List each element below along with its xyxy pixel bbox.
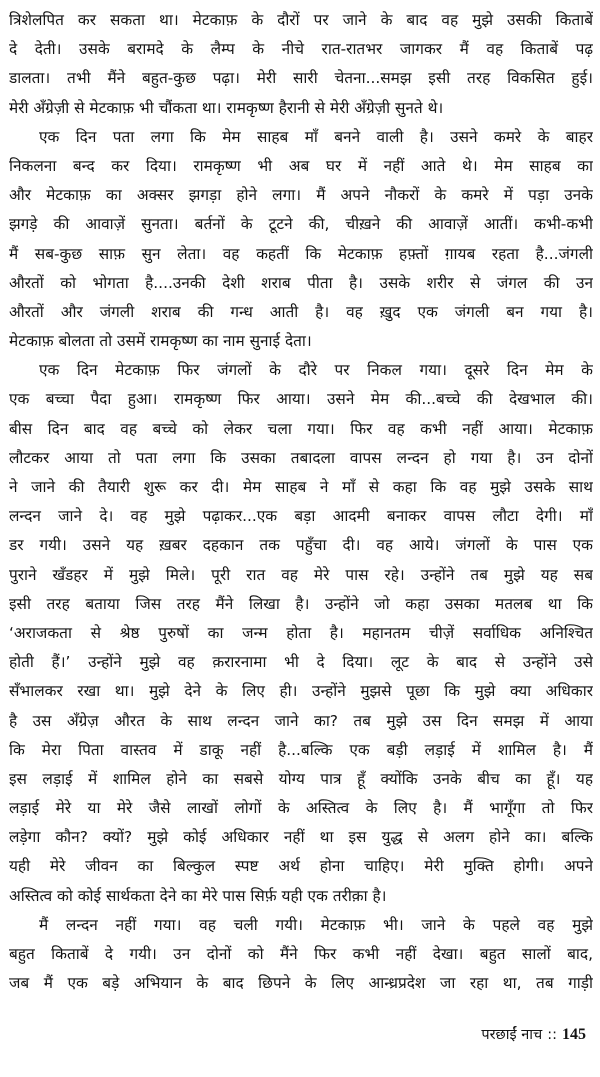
text-line: एक दिन मेटकाफ़ फिर जंगलों के दौरे पर निकल गया। दूसरे दिन मेम के: [39, 361, 593, 380]
text-line: निकलना बन्द कर दिया। रामकृष्ण भी अब घर में नहीं आते थे। मेम साहब का: [9, 156, 593, 175]
body-text: [9, 6, 593, 998]
text-line: मेरी अँग्रेज़ी से मेटकाफ़ भी चौंकता था। रामकृष्ण हैरानी से मेरी अँग्रेज़ी सुनते थे।: [9, 98, 444, 117]
text-line: औरतों और जंगली शराब की गन्ध आती है। वह ख़ुद एक जंगली बन गया है।: [9, 302, 593, 321]
text-line: औरतों को भोगता है....उनकी देशी शराब पीता है। उसके शरीर से जंगल की उन: [9, 273, 593, 292]
text-line: पुराने खँडहर में मुझे मिले। पूरी रात वह मेरे पास रहे। उन्होंने तब मुझे यह सब: [9, 565, 593, 584]
text-line: इस लड़ाई में शामिल होने का सबसे योग्य पात्र हूँ क्योंकि उनके बीच का हूँ। यह: [9, 769, 593, 788]
text-line: ‘अराजकता से श्रेष्ठ पुरुषों का जन्म होता है। महानतम चीज़ें सर्वाधिक अनिश्चित: [9, 623, 593, 642]
text-line: मैं लन्दन नहीं गया। वह चली गयी। मेटकाफ़ भी। जाने के पहले वह मुझे: [39, 915, 593, 934]
running-title: परछाईं नाच: [481, 1027, 543, 1043]
text-line: लड़ाई मेरे या मेरे जैसे लाखों लोगों के अस्तित्व के लिए है। मैं भागूँगा तो फिर: [9, 799, 593, 818]
text-line: सँभालकर रखा था। मुझे देने के लिए ही। उन्होंने मुझसे पूछा कि मुझे क्या अधिकार: [9, 682, 593, 701]
text-line: इसी तरह बताया जिस तरह मैंने लिखा है। उन्होंने जो कहा उसका मतलब था कि: [9, 594, 593, 613]
text-line: लन्दन जाने दे। वह मुझे पढ़ाकर...एक बड़ा आदमी बनाकर वापस लौटा देगी। माँ: [9, 507, 593, 526]
text-line: डर गयी। उसने यह ख़बर दहकान तक पहुँचा दी। वह आये। जंगलों के पास एक: [9, 536, 593, 555]
text-line: कि मेरा पिता वास्तव में डाकू नहीं है...बल्कि एक बड़ी लड़ाई में शामिल है। मैं: [9, 740, 593, 759]
text-line: दे देती। उसके बरामदे के लैम्प के नीचे रात-रातभर जागकर मैं वह किताबें पढ़: [9, 40, 593, 59]
text-line: जब मैं एक बड़े अभियान के बाद छिपने के लिए आन्ध्रप्रदेश जा रहा था, तब गाड़ी: [9, 974, 593, 993]
paragraph-3: [9, 356, 593, 911]
footer-separator: ::: [547, 1027, 557, 1043]
text-line: मैं सब-कुछ साफ़ सुन लेता। वह कहतीं कि मेटकाफ़ हफ़्तों ग़ायब रहता है...जंगली: [9, 244, 593, 263]
paragraph-4: [9, 911, 593, 999]
text-line: बीस दिन बाद वह बच्चे को लेकर चला गया। फिर वह कभी नहीं आया। मेटकाफ़: [9, 419, 593, 438]
text-line: झगड़े की आवाज़ें सुनता। बर्तनों के टूटने की, चीख़ने की आवाज़ें आतीं। कभी-कभी: [9, 215, 593, 234]
paragraph-1: [9, 6, 593, 123]
text-line: और मेटकाफ़ का अक्सर झगड़ा होने लगा। मैं अपने नौकरों के कमरे में पड़ा उनके: [9, 186, 593, 205]
text-line: होती हैं।’ उन्होंने मुझे वह क़रारनामा भी दे दिया। लूट के बाद से उन्होंने उसे: [9, 653, 593, 672]
text-line: है उस अँग्रेज़ औरत के साथ लन्दन जाने का? तब मुझे उस दिन समझ में आया: [9, 711, 593, 730]
text-line: अस्तित्व को कोई सार्थकता देने का मेरे पास सिर्फ़ यही एक तरीक़ा है।: [9, 886, 387, 905]
text-line: त्रिशेलपित कर सकता था। मेटकाफ़ के दौरों पर जाने के बाद वह मुझे उसकी किताबें: [9, 11, 593, 29]
text-line: एक दिन पता लगा कि मेम साहब माँ बनने वाली है। उसने कमरे के बाहर: [39, 127, 593, 146]
text-line: एक बच्चा पैदा हुआ। रामकृष्ण फिर आया। उसने मेम की...बच्चे की देखभाल की।: [9, 390, 593, 409]
paragraph-2: [9, 123, 593, 357]
page-number: 145: [562, 1026, 586, 1043]
text-line: बहुत किताबें दे गयी। उन दोनों को मैंने फिर कभी नहीं देखा। बहुत सालों बाद,: [9, 945, 593, 963]
page-footer: [481, 1025, 586, 1045]
text-line: मेटकाफ़ बोलता तो उसमें रामकृष्ण का नाम सुनाई देता।: [9, 332, 312, 351]
text-line: डालता। तभी मैंने बहुत-कुछ पढ़ा। मेरी सारी चेतना...समझ इसी तरह विकसित हुई।: [9, 69, 593, 88]
text-line: यही मेरे जीवन का बिल्कुल स्पष्ट अर्थ होना चाहिए। मेरी मुक्ति होगी। अपने: [9, 857, 593, 876]
text-line: लौटकर आया तो पता लगा कि उसका तबादला वापस लन्दन हो गया है। उन दोनों: [9, 448, 593, 467]
text-line: लड़ेगा कौन? क्यों? मुझे कोई अधिकार नहीं था इस युद्ध से अलग होने का। बल्कि: [9, 828, 593, 847]
text-line: ने जाने की तैयारी शुरू कर दी। मेम साहब ने माँ से कहा कि वह मुझे उसके साथ: [9, 478, 593, 496]
